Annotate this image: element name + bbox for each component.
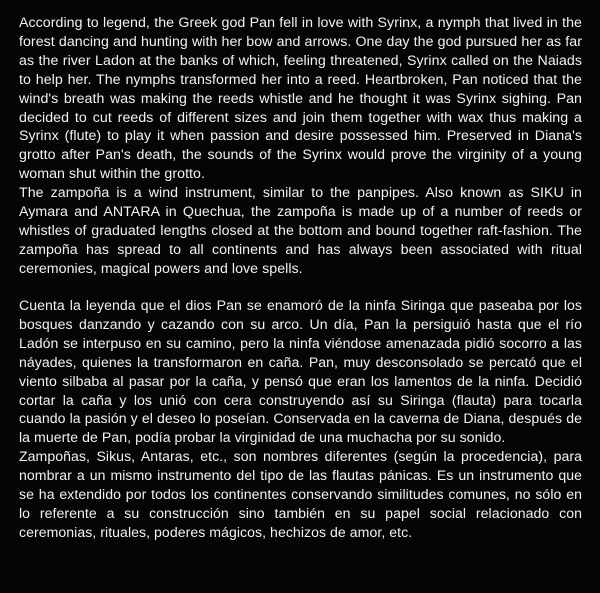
english-text-section bbox=[19, 14, 582, 279]
spanish-zampona-paragraph: Zampoñas, Sikus, Antaras, etc., son nombres diferentes (según la procedencia), para nombrar a un mismo instrumento del tipo de las flautas pánicas. Es un instrumento que se ha extendido por todos los continentes conservando similitudes comunes, no sólo en lo referente a su construcción sino también en su papel social relacionado con ceremonias, rituales, poderes mágicos, hechizos de amor, etc. bbox=[19, 448, 582, 540]
spanish-text-section bbox=[19, 296, 582, 542]
spanish-syrinx-legend-paragraph: Cuenta la leyenda que el dios Pan se enamoró de la ninfa Siringa que paseaba por los bosques danzando y cazando con su arco. Un día, Pan la persiguió hasta que el río Ladón se interpuso en su camino, pero la ninfa viéndose amenazada pidió socorro a las náyades, quienes la transformaron en caña. Pan, muy desconsolado se percató que el viento silbaba al pasar por la caña, y pensó que eran los lamentos de la ninfa. Decidió cortar la caña y los unió con cera construyendo así su Siringa (flauta) para tocarla cuando la pasión y el deseo lo poseían. Conservada en la caverna de Diana, después de la muerte de Pan, podía probar la virginidad de una muchacha por su sonido. bbox=[19, 297, 582, 446]
english-zampona-paragraph: The zampoña is a wind instrument, similar to the panpipes. Also known as SIKU in Aymara and ANTARA in Quechua, the zampoña is made up of a number of reeds or whistles of graduated lengths closed at the bottom and bound together raft-fashion. The zampoña has spread to all continents and has always been associated with ritual ceremonies, magical powers and love spells. bbox=[19, 185, 582, 277]
english-syrinx-legend-paragraph: According to legend, the Greek god Pan fell in love with Syrinx, a nymph that lived in the forest dancing and hunting with her bow and arrows. One day the god pursued her as far as the river Ladon at the banks of which, feeling threatened, Syrinx called on the Naiads to help her. The nymphs transformed her into a reed. Heartbroken, Pan noticed that the wind's breath was making the reeds whistle and he thought it was Syrinx sighing. Pan decided to cut reeds of different sizes and join them together with wax thus making a Syrinx (flute) to play it when passion and desire possessed him. Preserved in Diana's grotto after Pan's death, the sounds of the Syrinx would prove the virginity of a young woman shut within the grotto. bbox=[19, 15, 582, 183]
